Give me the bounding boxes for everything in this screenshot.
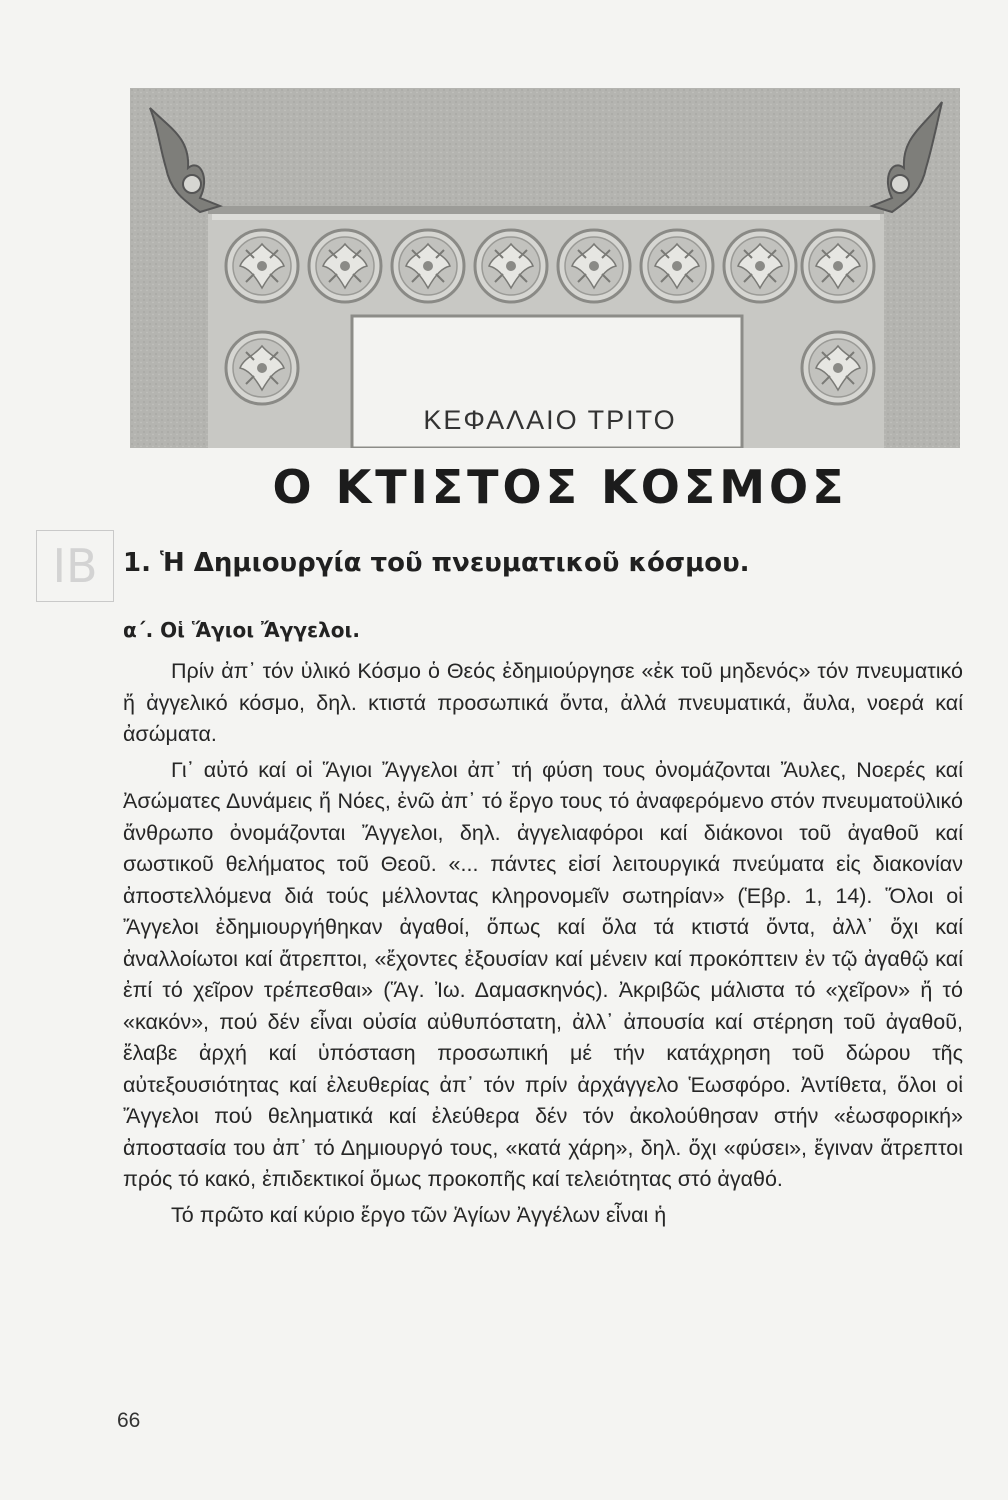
chapter-side-badge: ΙΒ [36,530,114,602]
chapter-header-photo [130,88,960,448]
page-number: 66 [117,1409,141,1432]
section-heading: 1. Ἡ Δημιουργία τοῦ πνευματικοῦ κόσμου. [123,548,750,578]
chapter-title: Ο ΚΤΙΣΤΟΣ ΚΟΣΜΟΣ [272,460,848,514]
chapter-label: ΚΕΦΑΛΑΙΟ ΤΡΙΤΟ [423,404,677,435]
subsection-heading: α΄. Οἱ Ἅγιοι Ἄγγελοι. [123,618,360,642]
paragraph-1: Πρίν ἀπ᾽ τόν ὑλικό Κόσμο ὁ Θεός ἐδημιούργησε «ἐκ τοῦ μηδενός» τόν πνευματικό ἤ ἀγγελικό κόσμο, δηλ. κτιστά προσωπικά ὄντα, ἀλλά πνευματικά, ἄυλα, νοερά καί ἀσώματα. [123,659,963,746]
paragraph-3: Τό πρῶτο καί κύριο ἔργο τῶν Ἁγίων Ἀγγέλων εἶναι ἡ [171,1202,667,1227]
paragraph-2: Γι᾽ αὐτό καί οἱ Ἅγιοι Ἄγγελοι ἀπ᾽ τή φύση τους ὀνομάζονται Ἄυλες, Νοερές καί Ἀσώματες Δυνάμεις ἤ Νόες, ἐνῶ ἀπ᾽ τό ἔργο τους τό ἀναφερόμενο στόν πνευματοϋλικό ἄνθρωπο ὀνομάζονται Ἄγγελοι, δηλ. ἀγγελιαφόροι καί διάκονοι τοῦ ἀγαθοῦ καί σωστικοῦ θελήματος τοῦ Θεοῦ. «... πάντες εἰσί λειτουργικά πνεύματα εἰς διακονίαν ἀποστελλόμενα διά τούς μέλλοντας κληρονομεῖν σωτηρίαν» (Ἑβρ. 1, 14). Ὅλοι οἱ Ἄγγελοι ἐδημιουργήθηκαν ἀγαθοί, ὅπως καί ὅλα τά κτιστά ὄντα, ἀλλ᾽ ὄχι καί ἀναλλοίωτοι καί ἄτρεπτοι, «ἔχοντες ἐξουσίαν καί μένειν καί προκόπτειν ἐν τῷ ἀγαθῷ καί ἐπί τό χεῖρον τρέπεσθαι» (Ἅγ. Ἰω. Δαμασκηνός). Ἀκριβῶς μάλιστα τό «χεῖρον» ἤ τό «κακόν», πού δέν εἶναι οὐσία αὐθυπόστατη, ἀλλ᾽ ἀπουσία καί στέρηση τοῦ ἀγαθοῦ, ἔλαβε ἀρχή καί ὑπόσταση προσωπική μέ τήν κατάχρηση τοῦ δώρου τῆς αὐτεξουσιότητας καί ἐλευθερίας ἀπ᾽ τόν πρίν ἀρχάγγελο Ἑωσφόρο. Ἀντίθετα, ὅλοι οἱ Ἄγγελοι πού θεληματικά καί ἐλεύθερα δέν τόν ἀκολούθησαν στήν «ἑωσφορική» ἀποστασία του ἀπ᾽ τό Δημιουργό τους, «κατά χάρη», δηλ. ὄχι «φύσει», ἔγιναν ἄτρεπτοι πρός τό κακό, ἐπιδεκτικοί ὅμως προκοπῆς καί τελειότητας στό ἀγαθό. [123,757,963,1191]
ornamental-frame-illustration [130,88,960,448]
body-text [123,656,963,1231]
